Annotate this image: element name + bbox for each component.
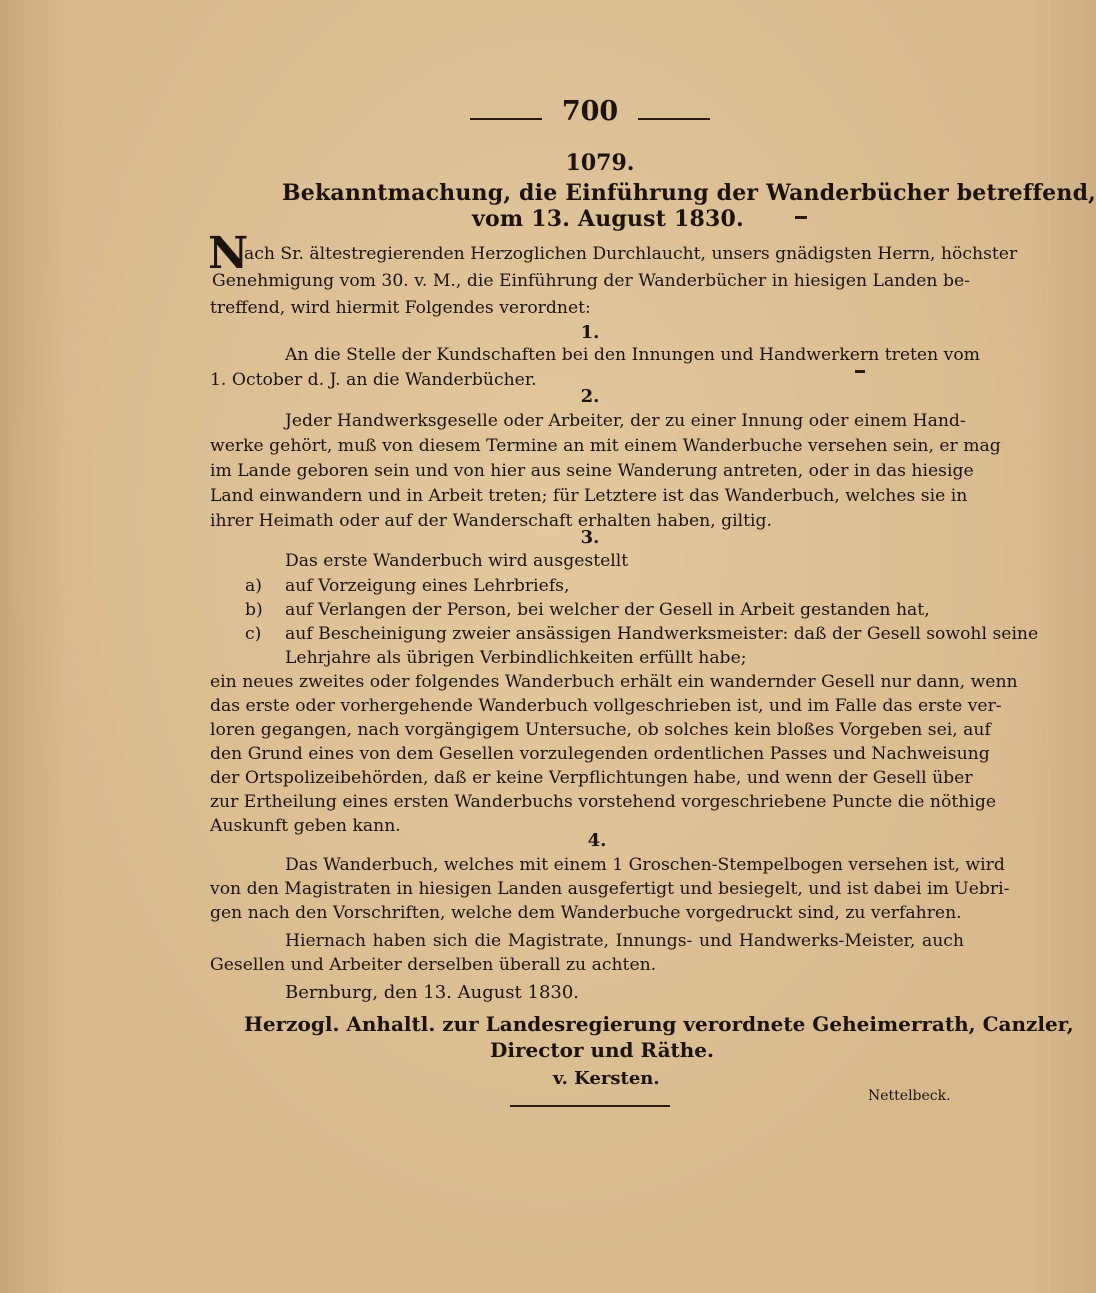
section-4-line-1: Das Wanderbuch, welches mit einem 1 Groschen-Stempelbogen versehen ist, wird bbox=[285, 855, 1005, 875]
item-b-text: auf Verlangen der Person, bei welcher der Gesell in Arbeit gestanden hat, bbox=[285, 600, 930, 620]
item-c-text: auf Bescheinigung zweier ansässigen Handwerksmeister: daß der Gesell sowohl seine bbox=[285, 624, 1039, 644]
closing-line-2: Gesellen und Arbeiter derselben überall zu achten. bbox=[210, 955, 657, 975]
item-c-continuation: Lehrjahre als übrigen Verbindlichkeiten erfüllt habe; bbox=[285, 648, 747, 668]
place-date: Bernburg, den 13. August 1830. bbox=[285, 982, 580, 1003]
section-2-line-3: im Lande geboren sein und von hier aus seine Wanderung antreten, oder in das hiesige bbox=[210, 461, 974, 481]
closing-line-1: Hiernach haben sich die Magistrate, Innungs- und Handwerks-Meister, auch bbox=[285, 931, 964, 951]
authority-line-1: Herzogl. Anhaltl. zur Landesregierung verordnete Geheimerrath, Canzler, bbox=[244, 1012, 1074, 1036]
drop-cap: N bbox=[208, 228, 249, 279]
item-a-mark: a) bbox=[245, 576, 262, 596]
header-rule-right bbox=[638, 118, 710, 120]
section-2-line-2: werke gehört, muß von diesem Termine an mit einem Wanderbuche versehen sein, er mag bbox=[210, 436, 1001, 456]
section-2-line-1: Jeder Handwerksgeselle oder Arbeiter, der zu einer Innung oder einem Hand- bbox=[285, 411, 966, 431]
section-4-line-3: gen nach den Vorschriften, welche dem Wanderbuche vorgedruckt sind, zu verfahren. bbox=[210, 903, 962, 923]
intro-line-2: Genehmigung vom 30. v. M., die Einführung der Wanderbücher in hiesigen Landen be- bbox=[212, 271, 970, 291]
authority-line-2: Director und Räthe. bbox=[490, 1038, 714, 1062]
section-4-number: 4. bbox=[587, 830, 607, 851]
section-2-line-5: ihrer Heimath oder auf der Wanderschaft erhalten haben, giltig. bbox=[210, 511, 773, 531]
ornament-dash bbox=[795, 216, 807, 219]
item-a-text: auf Vorzeigung eines Lehrbriefs, bbox=[285, 576, 570, 596]
section-1-number: 1. bbox=[580, 322, 600, 343]
title-line-1: Bekanntmachung, die Einführung der Wanderbücher betreffend, bbox=[282, 180, 1096, 206]
section-4-line-2: von den Magistraten in hiesigen Landen ausgefertigt und besiegelt, und ist dabei im Uebri- bbox=[210, 879, 1010, 899]
header-rule-left bbox=[470, 118, 542, 120]
section-3-line-5: der Ortspolizeibehörden, daß er keine Verpflichtungen habe, und wenn der Gesell über bbox=[210, 768, 973, 788]
section-3-line-2: das erste oder vorhergehende Wanderbuch vollgeschrieben ist, und im Falle das erste ver- bbox=[210, 696, 1002, 716]
ornament-dash-2 bbox=[855, 370, 865, 373]
intro-line-3: treffend, wird hiermit Folgendes verordnet: bbox=[210, 298, 591, 318]
document-number: 1079. bbox=[565, 150, 635, 176]
section-2-number: 2. bbox=[580, 386, 600, 407]
section-1-line-1: An die Stelle der Kundschaften bei den Innungen und Handwerkern treten vom bbox=[285, 345, 980, 365]
page-number: 700 bbox=[561, 96, 619, 127]
section-3-line-1: ein neues zweites oder folgendes Wanderbuch erhält ein wandernder Gesell nur dann, wenn bbox=[210, 672, 1018, 692]
section-3-line-6: zur Ertheilung eines ersten Wanderbuchs vorstehend vorgeschriebene Puncte die nöthige bbox=[210, 792, 996, 812]
section-3-line-4: den Grund eines von dem Gesellen vorzulegenden ordentlichen Passes und Nachweisung bbox=[210, 744, 990, 764]
item-c-mark: c) bbox=[245, 624, 262, 644]
title-line-2: vom 13. August 1830. bbox=[472, 206, 744, 232]
section-3-lead: Das erste Wanderbuch wird ausgestellt bbox=[285, 551, 629, 571]
section-3-number: 3. bbox=[580, 527, 600, 548]
signatory: v. Kersten. bbox=[553, 1068, 660, 1089]
section-1-line-2: 1. October d. J. an die Wanderbücher. bbox=[210, 370, 537, 390]
section-2-line-4: Land einwandern und in Arbeit treten; für Letztere ist das Wanderbuch, welches sie in bbox=[210, 486, 968, 506]
intro-line-1: ach Sr. ältestregierenden Herzoglichen Durchlaucht, unsers gnädigsten Herrn, höchster bbox=[244, 244, 1018, 264]
section-3-line-7: Auskunft geben kann. bbox=[210, 816, 401, 836]
item-b-mark: b) bbox=[245, 600, 263, 620]
countersign: Nettelbeck. bbox=[868, 1088, 951, 1104]
footer-rule bbox=[510, 1105, 670, 1107]
section-3-line-3: loren gegangen, nach vorgängigem Untersuche, ob solches kein bloßes Vorgeben sei, auf bbox=[210, 720, 991, 740]
